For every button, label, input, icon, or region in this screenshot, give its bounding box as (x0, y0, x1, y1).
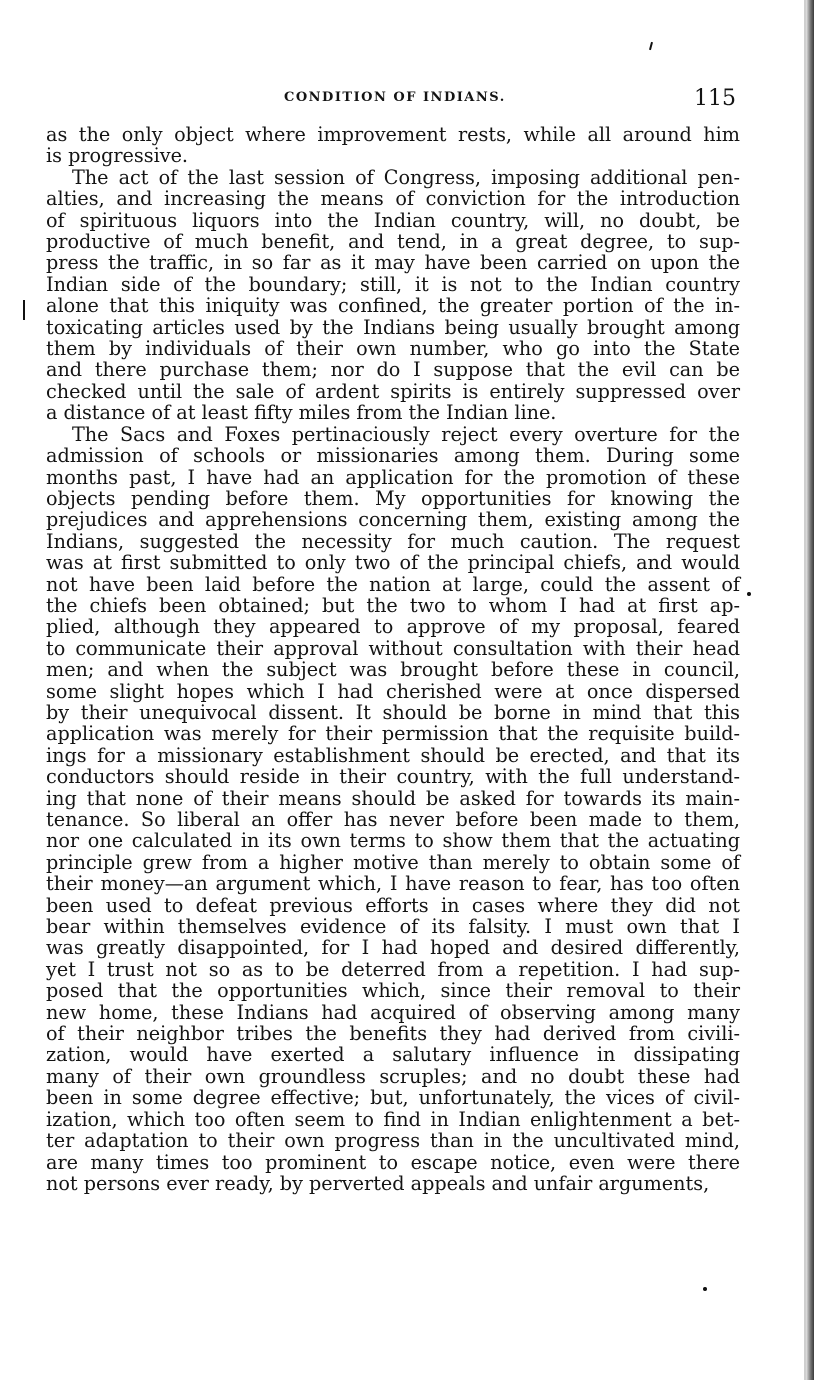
text-line: months past, I have had an application for the promotion of these (46, 465, 740, 489)
paragraph (46, 167, 740, 424)
text-line: some slight hopes which I had cherished were at once dispersed (46, 679, 740, 703)
text-line: ings for a missionary establishment should be erected, and that its (46, 743, 740, 767)
text-line: posed that the opportunities which, since their removal to their (46, 979, 740, 1003)
margin-mark (649, 42, 653, 50)
text-line: ization, which too often seem to find in Indian enlightenment a bet- (46, 1107, 740, 1131)
text-line: was greatly disappointed, for I had hoped and desired differently, (46, 936, 740, 960)
page-edge (806, 0, 814, 1380)
running-head: CONDITION OF INDIANS. (284, 90, 506, 105)
book-page (46, 84, 740, 1194)
paragraph (46, 124, 740, 167)
text-line: Indians, suggested the necessity for much caution. The request (46, 529, 740, 553)
text-line: Indian side of the boundary; still, it is not to the Indian country (46, 272, 740, 296)
text-line: conductors should reside in their country, with the full understand- (46, 765, 740, 789)
text-line: alties, and increasing the means of conviction for the introduction (46, 187, 740, 211)
text-line: are many times too prominent to escape notice, even were there (46, 1150, 740, 1174)
text-line: nor one calculated in its own terms to show them that the actuating (46, 829, 740, 853)
margin-dot (703, 1287, 707, 1291)
text-line: men; and when the subject was brought before these in council, (46, 658, 740, 682)
page-number: 115 (694, 86, 736, 111)
text-line: been in some degree effective; but, unfortunately, the vices of civil- (46, 1086, 740, 1110)
text-line: plied, although they appeared to approve of my proposal, feared (46, 615, 740, 639)
text-line: the chiefs been obtained; but the two to whom I had at first ap- (46, 593, 740, 617)
text-line: principle grew from a higher motive than merely to obtain some of (46, 850, 740, 874)
text-line: objects pending before them. My opportunities for knowing the (46, 486, 740, 510)
text-line: toxicating articles used by the Indians being usually brought among (46, 315, 740, 339)
text-line: not persons ever ready, by perverted appeals and unfair arguments, (46, 1171, 710, 1195)
body-text (46, 124, 740, 1194)
text-line: zation, would have exerted a salutary influence in dissipating (46, 1043, 740, 1067)
text-line: them by individuals of their own number, who go into the State (46, 337, 740, 361)
text-line: checked until the sale of ardent spirits is entirely suppressed over (46, 379, 740, 403)
text-line: application was merely for their permission that the requisite build- (46, 722, 740, 746)
text-line: press the traffic, in so far as it may have been carried on upon the (46, 251, 740, 275)
text-line: The act of the last session of Congress, imposing additional pen- (72, 165, 740, 189)
text-line: was at first submitted to only two of the principal chiefs, and would (46, 551, 740, 575)
margin-dot (747, 592, 751, 596)
text-line: yet I trust not so as to be deterred from a repetition. I had sup- (46, 957, 740, 981)
text-line: ter adaptation to their own progress than in the uncultivated mind, (46, 1129, 740, 1153)
text-line: alone that this iniquity was confined, the greater portion of the in- (46, 294, 740, 318)
text-line: and there purchase them; nor do I suppose that the evil can be (46, 358, 740, 382)
text-line: by their unequivocal dissent. It should be borne in mind that this (46, 700, 740, 724)
text-line: admission of schools or missionaries among them. During some (46, 444, 740, 468)
text-line: The Sacs and Foxes pertinaciously reject every overture for the (72, 422, 740, 446)
page-header (46, 84, 740, 124)
text-line: of spirituous liquors into the Indian country, will, no doubt, be (46, 208, 740, 232)
text-line: to communicate their approval without consultation with their head (46, 636, 740, 660)
text-line: prejudices and apprehensions concerning them, existing among the (46, 508, 740, 532)
text-line: not have been laid before the nation at large, could the assent of (46, 572, 740, 596)
text-line: of their neighbor tribes the benefits they had derived from civili- (46, 1022, 740, 1046)
text-line: a distance of at least fifty miles from the Indian line. (46, 401, 557, 425)
text-line: productive of much benefit, and tend, in a great degree, to sup- (46, 230, 740, 254)
margin-mark (23, 300, 25, 320)
text-line: new home, these Indians had acquired of observing among many (46, 1000, 740, 1024)
text-line: as the only object where improvement rests, while all around him (46, 123, 740, 146)
text-line: many of their own groundless scruples; and no doubt these had (46, 1064, 740, 1088)
text-line: is progressive. (46, 144, 189, 168)
text-line: their money—an argument which, I have reason to fear, has too often (46, 872, 740, 896)
text-line: tenance. So liberal an offer has never before been made to them, (46, 808, 740, 831)
text-line: ing that none of their means should be asked for towards its main- (46, 786, 740, 810)
text-line: been used to defeat previous efforts in cases where they did not (46, 893, 740, 917)
paragraph (46, 424, 740, 1195)
text-line: bear within themselves evidence of its falsity. I must own that I (46, 915, 740, 939)
